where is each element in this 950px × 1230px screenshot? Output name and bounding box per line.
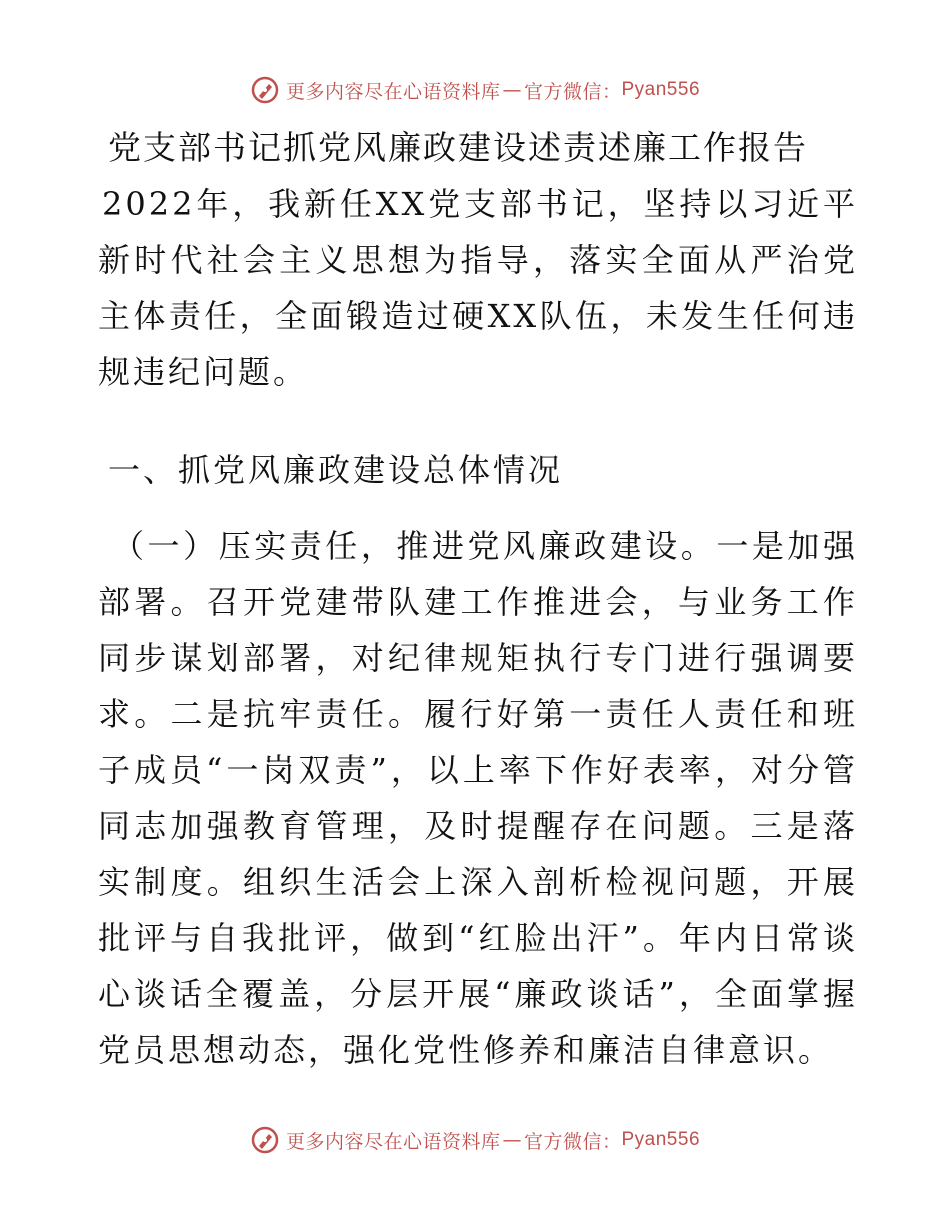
watermark-official: 官方微信： — [523, 1130, 622, 1153]
pen-nib-logo-icon — [250, 75, 280, 105]
header-watermark — [0, 70, 950, 110]
pen-nib-logo-icon — [250, 1125, 280, 1155]
section-heading: 一、抓党风廉政建设总体情况 — [108, 451, 564, 489]
body-paragraph: （一）压实责任，推进党风廉政建设。一是加强部署。召开党建带队建工作推进会，与业务工作同步谋划部署，对纪律规矩执行专门进行强调要求。二是抗牢责任。履行好第一责任人责任和班子成员“一岗双责”，以上率下作好表率，对分管同志加强教育管理，及时提醒存在问题。三是落实制度。组织生活会上深入剖析检视问题，开展批评与自我批评，做到“红脸出汗”。年内日常谈心谈话全覆盖，分层开展“廉政谈话”，全面掌握党员思想动态，强化党性修养和廉洁自律意识。 — [98, 527, 858, 1069]
watermark-official: 官方微信： — [523, 80, 622, 103]
document-title: 党支部书记抓党风廉政建设述责述廉工作报告 — [108, 128, 808, 167]
watermark-separator: — — [502, 1129, 522, 1151]
watermark-wechat-id: Pyan556 — [621, 1129, 701, 1150]
watermark-brand: 更多内容尽在心语资料库 — [285, 80, 501, 103]
watermark-brand: 更多内容尽在心语资料库 — [285, 1130, 501, 1153]
watermark-wechat-id: Pyan556 — [621, 79, 701, 100]
intro-paragraph: 2022年，我新任XX党支部书记，坚持以习近平新时代社会主义思想为指导，落实全面从严治党主体责任，全面锻造过硬XX队伍，未发生任何违规违纪问题。 — [98, 185, 858, 391]
footer-watermark — [0, 1120, 950, 1160]
watermark-separator: — — [502, 79, 522, 101]
